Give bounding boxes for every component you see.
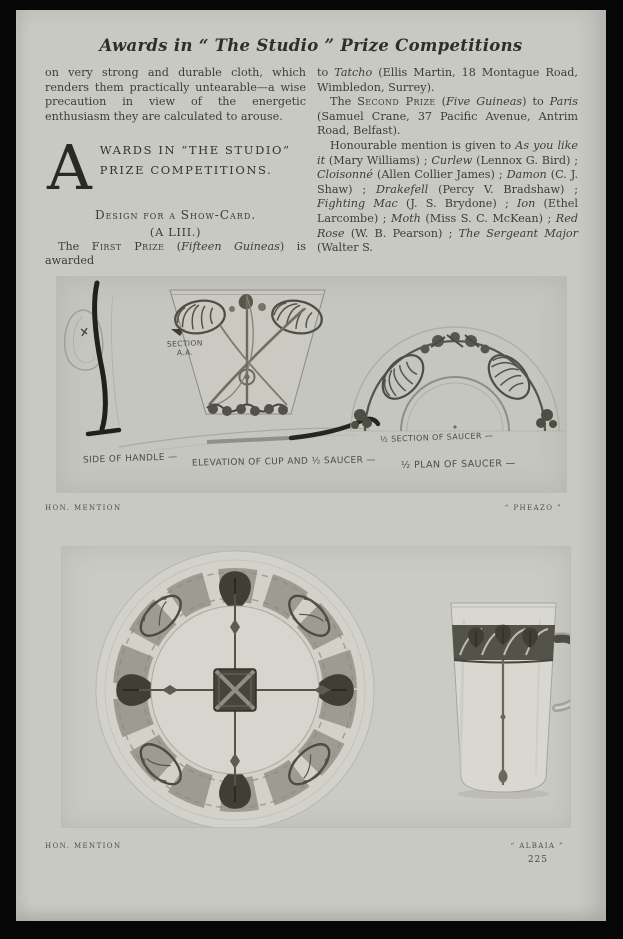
section-label-line1: SECTION [166, 338, 203, 349]
plate-cup-saucer-drawings [57, 277, 566, 492]
handle-side-view [65, 283, 185, 434]
competition-class-label: (A LIII.) [149, 224, 202, 239]
plate1-pseudonym-caption: “ PHEAZO ” [504, 504, 562, 512]
competition-subheading: Design for a Show-Card. [94, 208, 257, 223]
cup-elevation [119, 290, 378, 452]
left-column [45, 66, 306, 269]
cup-side-view [451, 603, 570, 799]
paragraph-honourable-mentions: Honourable mention is given to As you like it (Mary Williams) ; Curlew (Lennox G. Bird) ; Cloisonné (Allen Collier James) ; Damon (C. J. Shaw) ; Drakefell (Percy V. Bradshaw) ; Fighting Mac (J. S. Brydone) ; Ion (Ethel Larcombe) ; Moth (Miss S. C. McKean) ; Red Rose (W. B. Pearson) ; The Sergeant Major (Walter S. [317, 138, 579, 255]
article-heading [45, 131, 306, 205]
saucer-plan [96, 551, 374, 827]
saucer-half-plan [345, 327, 565, 431]
section-label-line2: A.A. [176, 347, 194, 358]
half-plan-label: ½ PLAN OF SAUCER — [400, 458, 516, 471]
elevation-label: ELEVATION OF CUP AND ½ SAUCER — [191, 455, 376, 469]
plate2-pseudonym-caption: “ ALBAIA ” [510, 842, 564, 850]
first-prize-paragraph: The First Prize (Fifteen Guineas) is awarded [45, 239, 306, 268]
half-section-label: ½ SECTION OF SAUCER — [379, 431, 494, 444]
plate2-hon-mention-caption: HON. MENTION [45, 842, 122, 850]
article-title-line-2: PRIZE COMPETITIONS. [99, 162, 273, 177]
article-title-line-1: WARDS IN “THE STUDIO” [99, 143, 291, 158]
running-head: Awards in “ The Studio ” Prize Competitions [99, 36, 523, 55]
drop-cap: A [47, 131, 92, 205]
section-label [157, 338, 214, 358]
paragraph-second-prize: The Second Prize (Five Guineas) to Paris (Samuel Crane, 37 Pacific Avenue, Antrim Road, Belfast). [317, 95, 578, 138]
intro-paragraph: on very strong and durable cloth, which renders them practically untearable—a wise precaution in view of the energetic enthusiasm they are calculated to arouse. [45, 66, 306, 123]
page-number: 225 [527, 855, 548, 865]
plate-saucer-plan-and-cup [62, 547, 570, 827]
paragraph-first-prize-continued: to Tatcho (Ellis Martin, 18 Montague Road, Wimbledon, Surrey). [317, 66, 578, 94]
plate1-hon-mention-caption: HON. MENTION [45, 504, 122, 512]
side-of-handle-label: SIDE OF HANDLE — [82, 452, 178, 466]
saucer-plan-cup-drawing [62, 547, 570, 827]
page [16, 10, 606, 921]
right-column [317, 66, 578, 256]
